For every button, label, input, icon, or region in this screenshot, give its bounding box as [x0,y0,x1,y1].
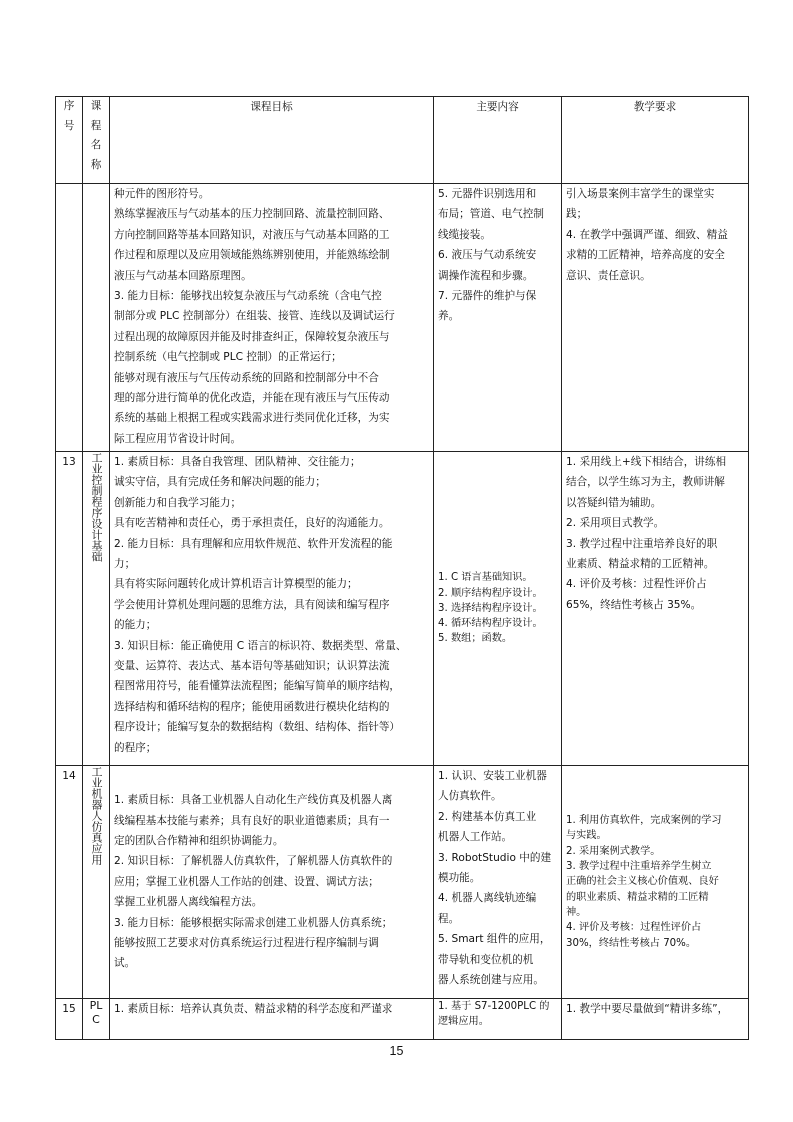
text-line: 创新能力和自我学习能力； [114,496,242,509]
text-line: 3. 教学过程中注重培养学生树立 [566,861,712,873]
text-line: 3. 知识目标：能正确使用 C 语言的标识符、数据类型、常量、 [114,639,407,652]
text-line: 能够按照工艺要求对仿真系统运行过程进行程序编制与调 [114,937,379,950]
text-line: 的程序； [114,741,157,754]
text-line: 30%，终结性考核占 70%。 [566,937,697,949]
text-line: 程序设计；能编写复杂的数据结构（数组、结构体、指针等） [114,721,401,734]
text-line: 掌握工业机器人离线编程方法。 [114,896,263,909]
header-course-goal: 课程目标 [110,97,434,184]
text-line: 调操作流程和步骤。 [438,269,534,282]
text-line: 养。 [438,310,460,323]
text-line: 1. 素质目标：具备自我管理、团队精神、交往能力； [114,456,361,468]
text-line: 6. 液压与气动系统安 [438,249,537,262]
text-line: 引入场景案例丰富学生的课堂实 [566,188,715,200]
text-line: 方向控制回路等基本回路知识，对液压与气动基本回路的工 [114,228,390,241]
text-line: 机器人工作站。 [438,831,513,844]
text-line: 与实践。 [566,830,607,842]
text-line: 作过程和原理以及应用领域能熟练辨别使用，并能熟练绘制 [114,249,390,262]
text-line: 程图常用符号，能看懂算法流程图；能编写简单的顺序结构， [114,680,401,693]
text-line: 布局；管道、电气控制 [438,208,544,221]
text-line: 制部分或 PLC 控制部分）在组装、接管、连线以及调试运行 [114,310,395,323]
text-line: 业素质、精益求精的工匠精神。 [566,558,715,571]
text-line: 人仿真软件。 [438,790,502,803]
text-line: 带导轨和变位机的机 [438,953,534,966]
text-line: 3. 能力目标：能够找出较复杂液压与气动系统（含电气控 [114,290,382,303]
teaching-req-cell [562,999,749,1040]
row-number [56,184,83,452]
text-line: 5. 元器件识别选用和 [438,188,537,200]
header-no: 序 号 [56,97,83,184]
teaching-req-cell [562,184,749,452]
text-line: 的能力； [114,619,157,632]
text-line: 变量、运算符、表达式、基本语句等基础知识；认识算法流 [114,660,390,673]
text-line: 1. 采用线上+线下相结合，讲练相 [566,456,727,468]
text-line: 以答疑纠错为辅助。 [566,496,662,509]
text-line: 4. 机器人离线轨迹编 [438,892,537,905]
text-line: 3. RobotStudio 中的建 [438,851,552,864]
teaching-req-cell [562,766,749,999]
text-line: 线缆接装。 [438,228,491,241]
text-line: 具有将实际问题转化成计算机语言计算模型的能力； [114,578,358,591]
text-line: 2. 能力目标：具有理解和应用软件规范、软件开发流程的能 [114,537,393,550]
course-name: PL C [83,999,110,1040]
text-line: 1. 教学中要尽量做到“精讲多练”， [566,1003,729,1015]
text-line: 熟练掌握液压与气动基本的压力控制回路、流量控制回路、 [114,208,390,221]
header-main-content: 主要内容 [434,97,562,184]
main-content-cell [434,452,562,766]
text-line: 3. 能力目标：能够根据实际需求创建工业机器人仿真系统； [114,916,393,929]
text-line: 1. 基于 S7-1200PLC 的 [438,1001,550,1012]
text-line: 器人系统创建与应用。 [438,974,544,987]
text-line: 理的部分进行简单的优化改造，并能在现有液压与气压传动 [114,392,390,405]
text-line: 逻辑应用。 [438,1016,489,1028]
text-line: 2. 顺序结构程序设计。 [438,587,543,599]
text-line: 践； [566,208,588,221]
course-goal-cell [110,766,434,999]
page-number: 15 [389,1044,404,1058]
text-line: 控制系统（电气控制或 PLC 控制）的正常运行； [114,351,342,364]
text-line: 种元件的图形符号。 [114,188,210,200]
main-content-cell [434,766,562,999]
course-goal-cell [110,999,434,1040]
text-line: 试。 [114,957,136,970]
text-line: 具有吃苦精神和责任心，勇于承担责任，良好的沟通能力。 [114,517,390,530]
text-line: 5. Smart 组件的应用， [438,933,551,946]
text-line: 2. 构建基本仿真工业 [438,810,537,823]
teaching-req-cell [562,452,749,766]
header-course-name: 课 程 名 称 [83,97,110,184]
text-line: 求精的工匠精神，培养高度的安全 [566,249,725,262]
text-line: 2. 知识目标：了解机器人仿真软件，了解机器人仿真软件的 [114,855,393,868]
text-line: 1. C 语言基础知识。 [438,572,533,584]
text-line: 的职业素质、精益求精的工匠精 [566,891,709,903]
text-line: 选择结构和循环结构的程序；能使用函数进行模块化结构的 [114,700,390,713]
text-line: 1. 认识、安装工业机器 [438,770,547,782]
text-line: 际工程应用节省设计时间。 [114,432,242,445]
text-line: 7. 元器件的维护与保 [438,290,537,303]
text-line: 过程出现的故障原因并能及时排查纠正，保障较复杂液压与 [114,330,390,343]
row-number: 13 [56,452,83,766]
text-line: 结合，以学生练习为主，教师讲解 [566,476,725,489]
text-line: 1. 素质目标：具备工业机器人自动化生产线仿真及机器人离 [114,794,393,807]
text-line: 能够对现有液压与气压传动系统的回路和控制部分中不合 [114,371,379,384]
header-teaching-req: 教学要求 [562,97,749,184]
header-row [56,97,749,184]
text-line: 模功能。 [438,872,481,885]
text-line: 诚实守信，具有完成任务和解决问题的能力； [114,476,326,489]
text-line: 1. 利用仿真软件，完成案例的学习 [566,815,722,827]
course-name: 工业机器人仿真应用 [83,766,110,999]
course-goal-cell [110,184,434,452]
text-line: 程。 [438,912,460,925]
text-line: 神。 [566,906,587,918]
text-line: 线编程基本技能与素养；具有良好的职业道德素质；具有一 [114,814,390,827]
text-line: 学会使用计算机处理问题的思维方法，具有阅读和编写程序 [114,598,390,611]
text-line: 65%，终结性考核占 35%。 [566,598,702,611]
text-line: 力； [114,558,136,571]
text-line: 系统的基础上根据工程或实践需求进行类同优化迁移，为实 [114,412,390,425]
text-line: 5. 数组；函数。 [438,633,513,645]
table-row [56,999,749,1040]
text-line: 3. 教学过程中注重培养良好的职 [566,537,718,550]
main-content-cell [434,999,562,1040]
row-number: 14 [56,766,83,999]
text-line: 2. 采用案例式教学。 [566,845,661,857]
text-line: 1. 素质目标：培养认真负责、精益求精的科学态度和严谨求 [114,1003,393,1015]
text-line: 意识、责任意识。 [566,269,651,282]
text-line: 应用；掌握工业机器人工作站的创建、设置、调试方法； [114,875,379,888]
course-name [83,184,110,452]
table-row [56,184,749,452]
curriculum-table [55,96,749,1040]
course-name: 工业控制程序设计基础 [83,452,110,766]
table-row [56,452,749,766]
text-line: 2. 采用项目式教学。 [566,517,665,530]
row-number: 15 [56,999,83,1040]
main-content-cell [434,184,562,452]
table-row [56,766,749,999]
text-line: 正确的社会主义核心价值观、良好 [566,876,719,888]
text-line: 4. 在教学中强调严谨、细致、精益 [566,228,728,241]
course-goal-cell [110,452,434,766]
text-line: 液压与气动基本回路原理图。 [114,269,252,282]
text-line: 4. 评价及考核：过程性评价占 [566,578,707,591]
text-line: 3. 选择结构程序设计。 [438,602,543,614]
text-line: 定的团队合作精神和组织协调能力。 [114,834,284,847]
text-line: 4. 循环结构程序设计。 [438,618,543,630]
text-line: 4. 评价及考核：过程性评价占 [566,922,702,934]
